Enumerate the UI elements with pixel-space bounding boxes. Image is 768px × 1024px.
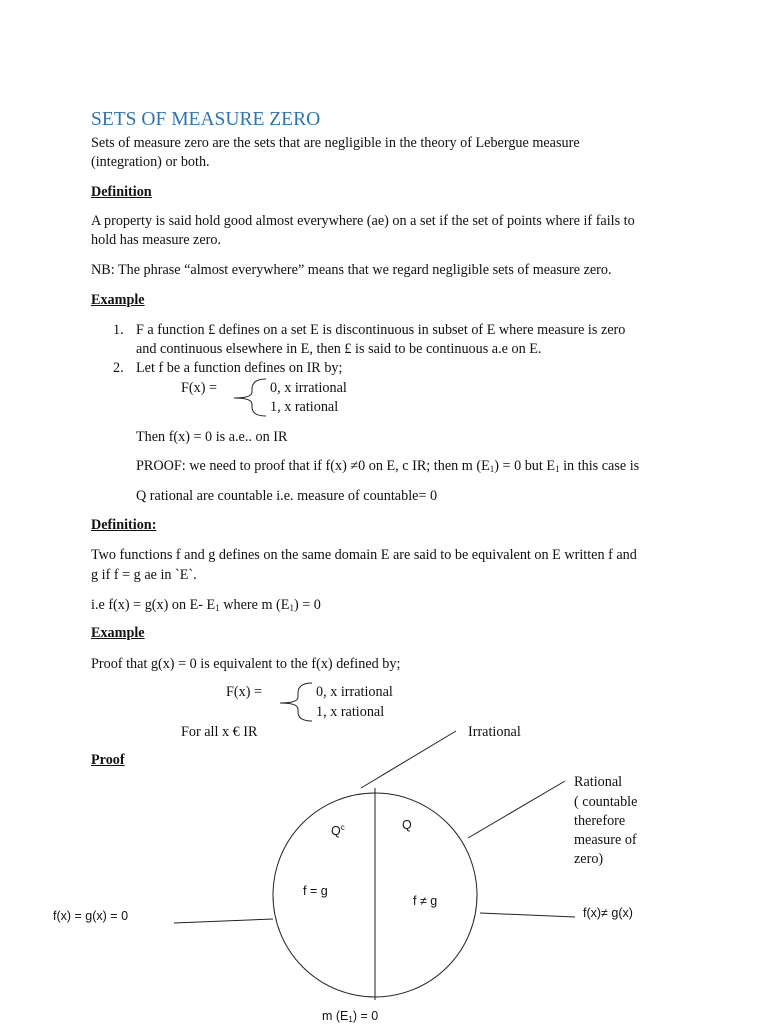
- definition-2-text-2: g if f = g ae in `E`.: [91, 567, 197, 583]
- rational-note-line-5: zero): [574, 851, 604, 867]
- right-leader: [480, 913, 575, 917]
- countable-statement: Q rational are countable i.e. measure of countable= 0: [136, 488, 438, 504]
- right-equation-label: f(x)≠ g(x): [583, 906, 633, 920]
- example-2-text: Proof that g(x) = 0 is equivalent to the f(x) defined by;: [91, 656, 401, 672]
- intro-line-1: Sets of measure zero are the sets that are negligible in the theory of Lebergue measure: [91, 135, 580, 151]
- definition-heading: Definition: [91, 184, 152, 200]
- piecewise-2-case-1: 0, x irrational: [316, 684, 393, 700]
- definition-text-1: A property is said hold good almost everywhere (ae) on a set if the set of points where if fails to: [91, 213, 635, 229]
- list-item-2: Let f be a function defines on IR by;: [136, 360, 343, 376]
- brace-2: [280, 683, 312, 721]
- rational-note-line-3: therefore: [574, 813, 626, 829]
- q-label: Q: [402, 818, 412, 832]
- list-item-1-line-1: F a function £ defines on a set E is discontinuous in subset of E where measure is zero: [136, 322, 626, 338]
- definition-2-heading: Definition:: [91, 517, 157, 533]
- proof-statement: PROOF: we need to proof that if f(x) ≠0 on E, c IR; then m $(E_1) = 0$ but $E_1$ in this case is: [136, 458, 640, 474]
- bottom-measure-label: m $(E_1) = 0$: [322, 1009, 379, 1024]
- piecewise-2-lhs: F(x) =: [226, 684, 262, 700]
- definition-text-2: hold has measure zero.: [91, 232, 222, 248]
- q-complement-label: $Q^c$: [331, 823, 345, 839]
- example-heading: Example: [91, 292, 145, 308]
- left-leader: [174, 919, 273, 923]
- irrational-leader: [361, 731, 456, 788]
- for-all-statement: For all x € IR: [181, 724, 258, 740]
- list-number-1: 1.: [113, 322, 124, 338]
- rational-leader: [468, 781, 565, 838]
- f-not-equal-g-label: f ≠ g: [413, 894, 438, 908]
- intro-line-2: (integration) or both.: [91, 154, 210, 170]
- rational-note-line-2: ( countable: [574, 794, 638, 810]
- nb-note: NB: The phrase “almost everywhere” means that we regard negligible sets of measure zero.: [91, 262, 612, 278]
- brace-1: [234, 379, 266, 416]
- list-item-1-line-2: and continuous elsewhere in E, then £ is said to be continuous a.e on E.: [136, 341, 542, 357]
- irrational-label: Irrational: [468, 724, 521, 740]
- list-number-2: 2.: [113, 360, 124, 376]
- f-equals-g-label: f = g: [303, 884, 328, 898]
- definition-2-text-1: Two functions f and g defines on the same domain E are said to be equivalent on E written f and: [91, 547, 637, 563]
- piecewise-case-2: 1, x rational: [270, 399, 339, 415]
- rational-note-line-4: measure of: [574, 832, 637, 848]
- example-2-heading: Example: [91, 625, 145, 641]
- piecewise-lhs: F(x) =: [181, 380, 217, 396]
- rational-note-line-1: Rational: [574, 774, 623, 790]
- ie-statement: i.e f(x) = g(x) on E- $E_1$ where m $(E_1) = 0$: [91, 597, 321, 613]
- then-statement: Then f(x) = 0 is a.e.. on IR: [136, 429, 288, 445]
- piecewise-case-1: 0, x irrational: [270, 380, 347, 396]
- page-title: SETS OF MEASURE ZERO: [91, 109, 321, 130]
- left-equation-label: f(x) = g(x) = 0: [53, 909, 129, 923]
- proof-heading: Proof: [91, 752, 125, 768]
- piecewise-2-case-2: 1, x rational: [316, 704, 385, 720]
